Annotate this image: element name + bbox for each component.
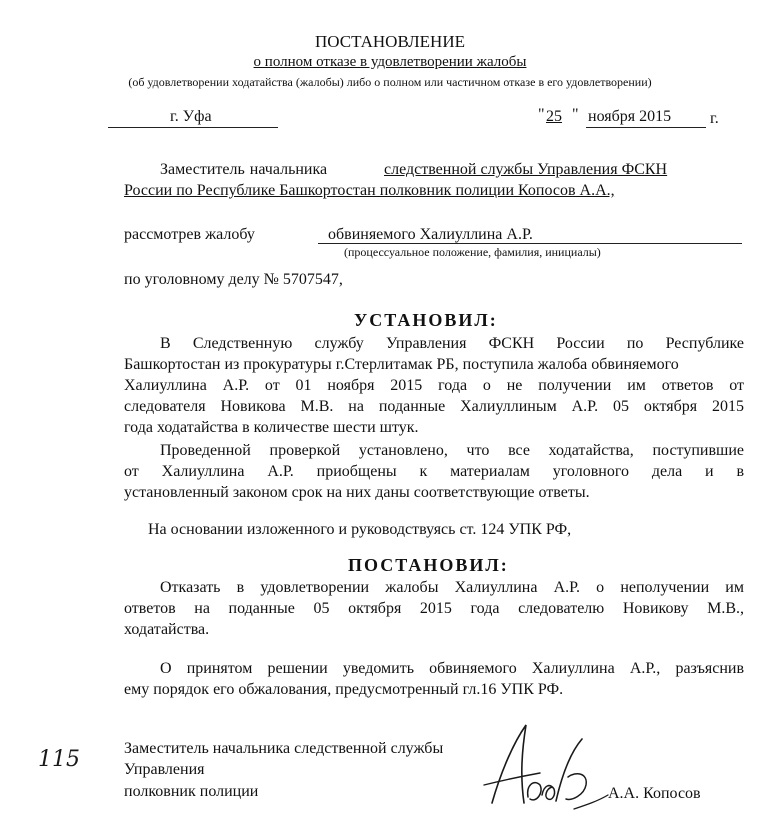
document-title: ПОСТАНОВЛЕНИЕ: [314, 32, 465, 51]
decided-heading: ПОСТАНОВИЛ:: [348, 555, 509, 575]
date-day: 25: [546, 108, 562, 125]
date-underline: [586, 127, 706, 128]
city-underline: [108, 127, 278, 128]
signature-position-line2: Управления: [124, 761, 205, 778]
established-p1-line5: года ходатайства в количестве шести штук.: [124, 419, 419, 436]
signature-position-line3: полковник полиции: [124, 783, 259, 800]
city: г. Уфа: [170, 108, 212, 125]
author-line2: России по Республике Башкортостан полковник полиции Копосов А.А.,: [124, 182, 615, 199]
established-p2-line3: установленный законом срок на них даны соответствующие ответы.: [124, 484, 590, 501]
margin-handwritten-note: [36, 740, 82, 776]
case-number: по уголовному делу № 5707547,: [124, 271, 343, 288]
decided-p1-line2: ответов на поданные 05 октября 2015 года следователю Новикову М.В.,: [124, 600, 744, 617]
date-quote-close: ": [572, 106, 579, 123]
established-p1-line1: В Следственную службу Управления ФСКН России по Республике: [160, 335, 744, 352]
margin-note-text: 115: [38, 747, 80, 772]
established-p2-line2: от Халиуллина А.Р. приобщены к материалам уголовного дела и в: [124, 463, 744, 480]
complaint-hint: (процессуальное положение, фамилия, инициалы): [344, 245, 601, 259]
document-subtitle-text: о полном отказе в удовлетворении жалобы: [253, 54, 527, 70]
date-quote-open: ": [538, 106, 545, 123]
handwritten-signature: [470, 715, 610, 820]
date-year-suffix: г.: [710, 110, 719, 127]
document-subtitle: [0, 54, 780, 71]
author-unit: следственной службы Управления ФСКН: [384, 161, 668, 178]
signatory-name: А.А. Копосов: [608, 785, 701, 802]
legal-basis: На основании изложенного и руководствуясь ст. 124 УПК РФ,: [148, 521, 572, 538]
established-p1-line4: следователя Новикова М.В. на поданные Халиуллиным А.Р. 05 октября 2015: [124, 398, 744, 415]
decided-p1-line1: Отказать в удовлетворении жалобы Халиуллина А.Р. о неполучении им: [160, 579, 744, 596]
established-p2-line1: Проведенной проверкой установлено, что все ходатайства, поступившие: [160, 442, 744, 459]
author-prefix: Заместитель начальника: [160, 161, 328, 178]
complaint-label: рассмотрев жалобу: [124, 226, 255, 243]
decided-p2-line1: О принятом решении уведомить обвиняемого Халиуллина А.Р., разъяснив: [160, 660, 744, 677]
complaint-value: обвиняемого Халиуллина А.Р.: [328, 226, 533, 243]
established-p1-line3: Халиуллина А.Р. от 01 ноября 2015 года о не получении им ответов от: [124, 377, 744, 394]
established-p1-line2: Башкортостан из прокуратуры г.Стерлитамак РБ, поступила жалоба обвиняемого: [124, 356, 679, 373]
date-month-year: ноября 2015: [588, 108, 672, 125]
established-heading: УСТАНОВИЛ:: [354, 310, 498, 330]
decided-p2-line2: ему порядок его обжалования, предусмотренный гл.16 УПК РФ.: [124, 681, 564, 698]
decided-p1-line3: ходатайства.: [124, 621, 210, 638]
signature-position-line1: Заместитель начальника следственной службы: [124, 740, 444, 757]
document-note: (об удовлетворении ходатайства (жалобы) либо о полном или частичном отказе в его удовлетворении): [128, 75, 652, 89]
